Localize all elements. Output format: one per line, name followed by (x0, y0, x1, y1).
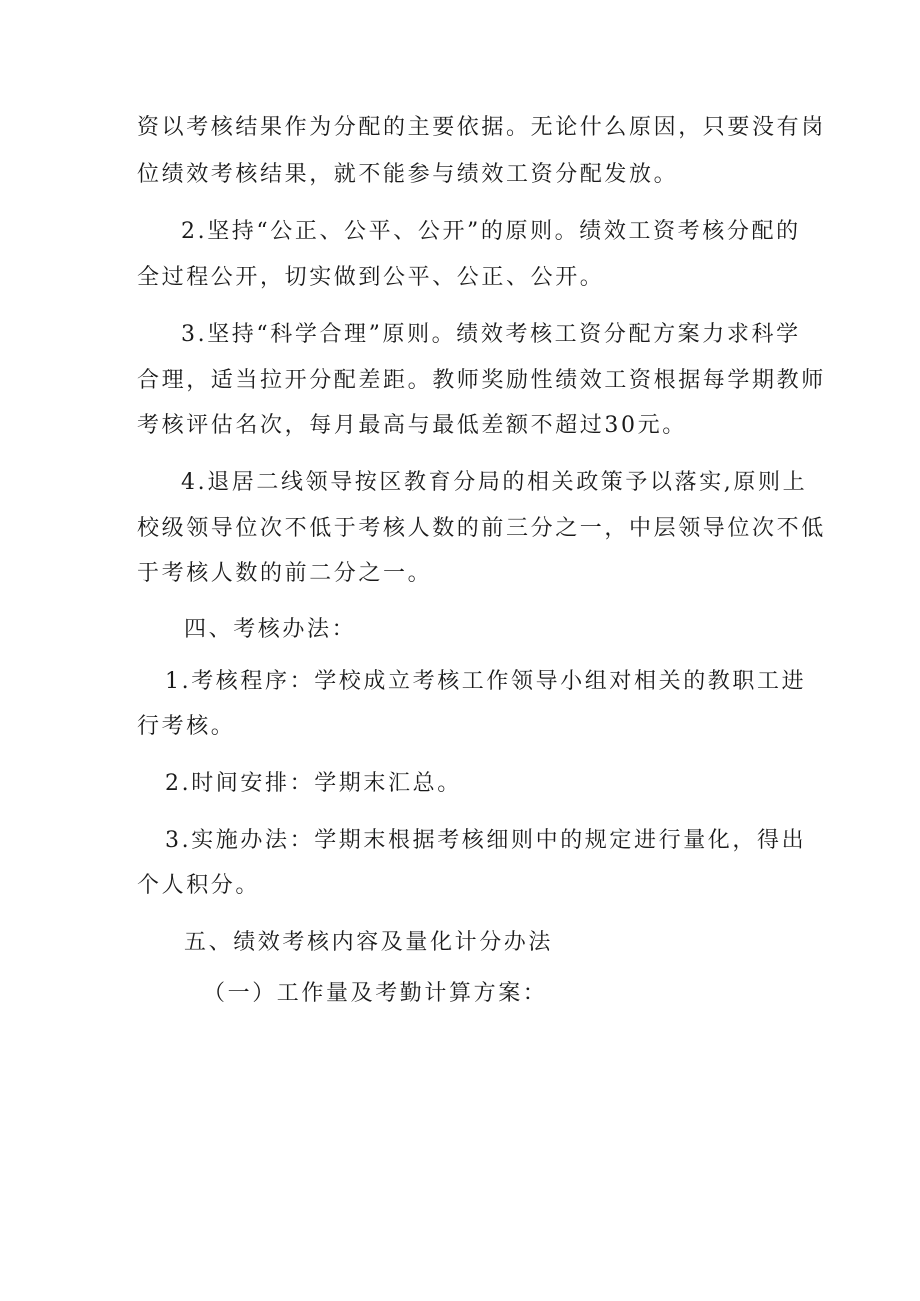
paragraph-line: 1.考核程序：学校成立考核工作领导小组对相关的教职工进 (165, 669, 807, 694)
section-heading: 五、绩效考核内容及量化计分办法 (184, 930, 554, 955)
paragraph-line: 2.坚持“公正、公平、公开”的原则。绩效工资考核分配的 (181, 219, 801, 244)
paragraph-line: 合理，适当拉开分配差距。教师奖励性绩效工资根据每学期教师 (137, 368, 826, 393)
paragraph-line: 3.实施办法：学期末根据考核细则中的规定进行量化，得出 (165, 828, 807, 853)
paragraph-line: 考核评估名次，每月最高与最低差额不超过30元。 (137, 413, 687, 438)
paragraph-line: 全过程公开，切实做到公平、公正、公开。 (137, 265, 605, 290)
paragraph-line: 校级领导位次不低于考核人数的前三分之一，中层领导位次不低 (137, 516, 826, 541)
paragraph-line: 4.退居二线领导按区教育分局的相关政策予以落实,原则上 (181, 470, 808, 495)
paragraph-line: 2.时间安排：学期末汇总。 (165, 771, 462, 796)
section-heading: 四、考核办法： (184, 617, 357, 642)
paragraph-line: 于考核人数的前二分之一。 (137, 561, 433, 586)
paragraph-line: 资以考核结果作为分配的主要依据。无论什么原因，只要没有岗 (137, 115, 826, 140)
paragraph-line: 个人积分。 (137, 873, 261, 898)
paragraph-line: 3.坚持“科学合理”原则。绩效考核工资分配方案力求科学 (181, 322, 801, 347)
paragraph-line: 位绩效考核结果，就不能参与绩效工资分配发放。 (137, 162, 679, 187)
subsection-heading: （一）工作量及考勤计算方案： (203, 981, 548, 1006)
paragraph-line: 行考核。 (137, 714, 236, 739)
